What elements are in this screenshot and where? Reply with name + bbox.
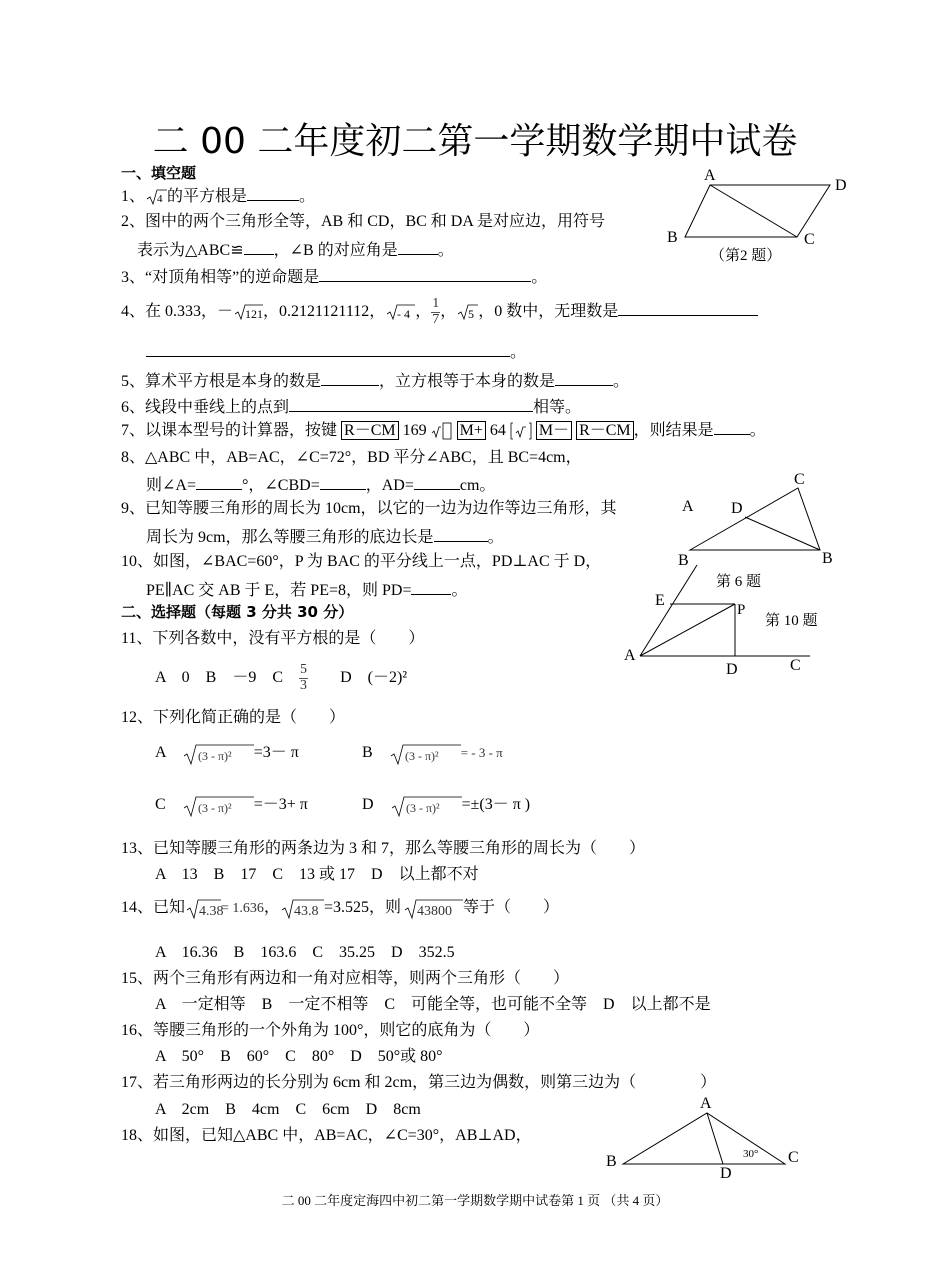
vertex-label: C — [804, 231, 815, 248]
q12-label-c: C — [155, 796, 166, 813]
answer-blank[interactable] — [321, 371, 379, 386]
q8-text-d: cm。 — [459, 477, 496, 494]
section-multiple-choice: 二、选择题（每题 3 分共 30 分） — [121, 603, 354, 621]
question-14-options: A 16.36 B 163.6 C 35.25 D 352.5 — [155, 944, 455, 961]
question-6 — [121, 397, 581, 416]
q12-value-a: =3－ π — [253, 744, 299, 761]
question-2-line2: 表示为△ABC≌ ，∠B 的对应角是 。 — [137, 242, 454, 259]
sqrt-icon — [185, 896, 224, 920]
q14-text-post: 等于（ ） — [462, 899, 559, 916]
sqrt-icon — [145, 187, 167, 207]
svg-text:4.38: 4.38 — [199, 904, 224, 920]
question-16-options: A 50° B 60° C 80° D 50°或 80° — [155, 1048, 443, 1065]
svg-text:121: 121 — [245, 307, 264, 322]
q7-text-post: ，则结果是 — [633, 422, 714, 439]
q9-text: 周长为 9cm，那么等腰三角形的底边长是 — [146, 529, 434, 546]
vertex-label: C — [788, 1149, 799, 1166]
vertex-label: D — [835, 177, 847, 194]
question-9-line2: 周长为 9cm，那么等腰三角形的底边长是 。 — [146, 529, 504, 546]
sqrt-icon — [401, 896, 463, 920]
q4-text-a: 4、在 0.333，－ — [121, 303, 234, 320]
q5-text-a: 5、算术平方根是本身的数是 — [121, 373, 322, 390]
q1-number: 1、 — [121, 188, 146, 205]
figure-q10-angle — [615, 585, 835, 685]
answer-blank[interactable] — [319, 267, 531, 282]
question-1: 1、 4 的平方根是 。 — [121, 188, 316, 206]
figure-caption: （第2 题） — [710, 248, 782, 264]
svg-text:4: 4 — [157, 193, 163, 206]
figure-caption: 第 10 题 — [765, 613, 818, 629]
question-15-options: A 一定相等 B 一定不相等 C 可能全等，也可能不全等 D 以上都不是 — [155, 996, 711, 1013]
vertex-label: P — [737, 602, 746, 618]
q11-opts-abc: A 0 B －9 C — [155, 669, 284, 686]
q12-value-b: = - 3 - π — [460, 745, 503, 760]
q7-num-169: 169 — [402, 422, 427, 439]
q11-opt-d: D (－2)² — [340, 669, 408, 686]
answer-blank[interactable] — [196, 475, 242, 490]
key-m-plus: M+ — [457, 421, 486, 440]
page-title: 二 00 二年度初二第一学期数学期中试卷 — [152, 121, 798, 162]
question-16: 16、等腰三角形的一个外角为 100°，则它的底角为（ ） — [121, 1022, 540, 1039]
q12-value-c: =－3+ π — [253, 796, 308, 813]
q14-value-1: = 1.636 — [221, 901, 264, 916]
q10-text: PE∥AC 交 AB 于 E，若 PE=8，则 PD= — [146, 582, 412, 599]
q12-option-a — [155, 738, 299, 768]
answer-blank[interactable] — [289, 397, 533, 412]
sqrt-icon — [182, 740, 254, 766]
answer-blank[interactable] — [434, 527, 488, 542]
answer-blank[interactable] — [398, 240, 438, 255]
question-4-line2: 。 — [146, 342, 526, 361]
q3-text: 3、“对顶角相等”的逆命题是 — [121, 269, 320, 286]
q12-option-c — [155, 790, 308, 820]
question-11-options — [155, 660, 407, 696]
sqrt-icon — [390, 792, 462, 818]
svg-text:43800: 43800 — [416, 904, 452, 920]
question-11: 11、下列各数中，没有平方根的是（ ） — [121, 630, 425, 647]
svg-text:(3 - π)²: (3 - π)² — [197, 749, 232, 764]
vertex-label: A — [624, 647, 636, 664]
figure-q18-triangle — [600, 1088, 815, 1183]
answer-blank[interactable] — [411, 580, 451, 595]
vertex-label: E — [655, 592, 665, 609]
fraction: $\frac{5}{3}$ — [300, 662, 308, 693]
q8-text-b: °，∠CBD= — [242, 477, 320, 494]
key-m-minus: M－ — [536, 421, 572, 440]
svg-text:5: 5 — [468, 307, 475, 322]
answer-blank[interactable] — [247, 186, 299, 201]
question-9-line1: 9、已知等腰三角形的周长为 10cm，以它的一边为边作等边三角形，其 — [121, 500, 617, 517]
vertex-label: B — [667, 229, 678, 246]
answer-blank[interactable] — [414, 475, 460, 490]
q12-label-d: D — [362, 796, 374, 813]
vertex-label: D — [720, 1165, 732, 1182]
question-18: 18、如图，已知△ABC 中，AB=AC，∠C=30°，AB⊥AD， — [121, 1127, 532, 1144]
question-2-line1: 2、图中的两个三角形全等，AB 和 CD，BC 和 DA 是对应边，用符号 — [121, 213, 606, 230]
q12-option-b — [362, 738, 503, 768]
figure-q2-parallelogram — [660, 160, 860, 268]
question-4: 4、在 0.333，－ 121 ，0.2121121112， - 4 ， $\frac{1}{7}$ ， 5 ，0 数中，无理数是 — [121, 296, 758, 328]
vertex-label: B — [822, 550, 833, 567]
question-10-line2: PE∥AC 交 AB 于 E，若 PE=8，则 PD= 。 — [146, 582, 468, 599]
svg-text:- 4: - 4 — [397, 307, 411, 322]
fraction: $\frac{1}{7}$ — [432, 296, 440, 327]
q12-label-a: A — [155, 744, 166, 761]
angle-label: 30° — [743, 1148, 759, 1160]
sqrt-icon — [280, 896, 324, 920]
question-13-options: A 13 B 17 C 13 或 17 D 以上都不对 — [155, 866, 479, 883]
q2-text-b: ，∠B 的对应角是 — [273, 242, 398, 259]
sqrt-icon — [456, 302, 478, 322]
answer-blank[interactable] — [555, 371, 613, 386]
q14-text: 14、已知 — [121, 899, 186, 916]
vertex-label: A — [682, 498, 694, 515]
figure-q6-triangle — [670, 470, 840, 590]
q5-text-b: ，立方根等于本身的数是 — [379, 373, 556, 390]
q12-label-b: B — [362, 744, 373, 761]
q6-text-b: 相等。 — [533, 399, 582, 416]
question-8-line1: 8、△ABC 中，AB=AC，∠C=72°，BD 平分∠ABC，且 BC=4cm， — [121, 449, 582, 466]
vertex-label: D — [731, 500, 743, 517]
question-7: 7、以课本型号的计算器，按键 R－CM 169 M+ 64 M－ R－CM ，则结果是 。 — [121, 420, 766, 441]
vertex-label: A — [700, 1095, 712, 1112]
question-17: 17、若三角形两边的长分别为 6cm 和 2cm，第三边为偶数，则第三边为（ ） — [121, 1074, 717, 1091]
sqrt-icon — [389, 740, 461, 766]
q14-value-2: =3.525，则 — [323, 899, 401, 916]
svg-text:(3 - π)²: (3 - π)² — [405, 801, 440, 816]
sqrt-icon — [233, 302, 263, 322]
question-10-line1: 10、如图，∠BAC=60°，P 为 BAC 的平分线上一点，PD⊥AC 于 D， — [121, 553, 602, 570]
sqrt-key-icon — [431, 421, 453, 441]
answer-blank[interactable] — [244, 240, 274, 255]
question-3: 3、“对顶角相等”的逆命题是 。 — [121, 269, 548, 286]
question-17-options: A 2cm B 4cm C 6cm D 8cm — [155, 1101, 421, 1118]
q8-text-a: 则∠A= — [146, 477, 196, 494]
answer-blank[interactable] — [618, 301, 758, 316]
question-5: 5、算术平方根是本身的数是 ，立方根等于本身的数是 。 — [121, 373, 630, 390]
q1-text: 的平方根是 — [167, 188, 248, 205]
question-12: 12、下列化简正确的是（ ） — [121, 709, 346, 726]
vertex-label: B — [606, 1153, 617, 1170]
vertex-label: C — [790, 657, 801, 674]
vertex-label: B — [678, 552, 689, 569]
answer-blank[interactable] — [320, 475, 366, 490]
q4-text-b: ，0.2121121112， — [263, 303, 386, 320]
key-rcm: R－CM — [341, 421, 399, 440]
svg-text:(3 - π)²: (3 - π)² — [197, 801, 232, 816]
q12-value-d: =±(3－ π ) — [461, 796, 531, 813]
sqrt-icon — [182, 792, 254, 818]
question-15: 15、两个三角形有两边和一角对应相等，则两个三角形（ ） — [121, 970, 570, 987]
answer-blank[interactable] — [146, 342, 510, 357]
vertex-label: C — [794, 471, 805, 488]
question-8-line2 — [146, 475, 495, 494]
vertex-label: D — [726, 661, 738, 678]
figure-caption: 第 6 题 — [716, 574, 762, 590]
q8-text-c: ，AD= — [365, 477, 414, 494]
svg-text:43.8: 43.8 — [293, 904, 319, 920]
q4-text-c: ，0 数中，无理数是 — [478, 303, 619, 320]
section-fill-blank: 一、填空题 — [121, 164, 197, 182]
q7-num-64: 64 — [489, 422, 506, 439]
sqrt-key-icon — [510, 421, 532, 441]
key-rcm: R－CM — [576, 421, 634, 440]
svg-text:(3 - π)²: (3 - π)² — [404, 749, 439, 764]
question-14: 14、已知 4.38 = 1.636， 43.8 =3.525，则 43800 等于（ ） — [121, 892, 559, 925]
q7-text: 7、以课本型号的计算器，按键 — [121, 422, 338, 439]
answer-blank[interactable] — [714, 420, 750, 435]
sqrt-icon — [385, 302, 415, 322]
q12-option-d — [362, 790, 530, 820]
q2-text-a: 表示为△ABC≌ — [137, 242, 244, 259]
q6-text-a: 6、线段中垂线上的点到 — [121, 399, 290, 416]
question-13: 13、已知等腰三角形的两条边为 3 和 7，那么等腰三角形的周长为（ ） — [121, 840, 646, 857]
page-footer: 二 00 二年度定海四中初二第一学期数学期中试卷第 1 页 （共 4 页） — [281, 1193, 669, 1208]
vertex-label: A — [704, 167, 716, 184]
